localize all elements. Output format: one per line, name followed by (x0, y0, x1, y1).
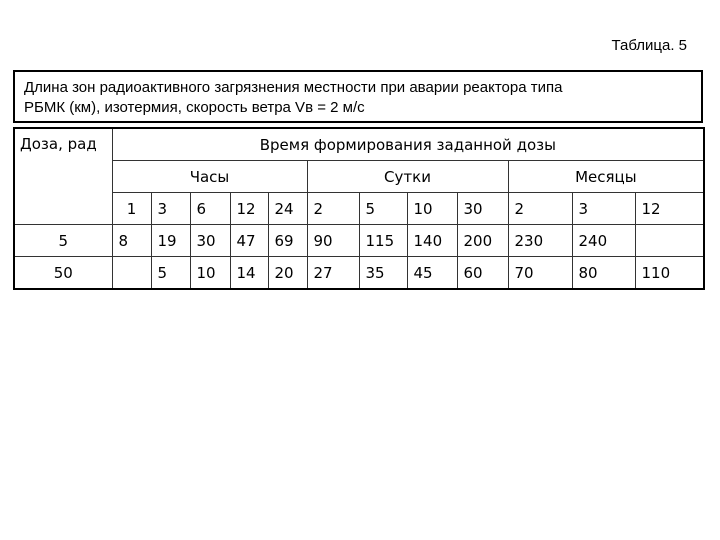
group-months: Месяцы (508, 161, 704, 193)
table-row (14, 257, 704, 290)
group-days: Сутки (307, 161, 508, 193)
table-cell: 115 (359, 225, 407, 257)
table-cell (112, 257, 151, 290)
column-header: 5 (359, 193, 407, 225)
table-cell: 14 (230, 257, 268, 290)
table-row (14, 225, 704, 257)
table-cell: 69 (268, 225, 307, 257)
caption-line-2: РБМК (км), изотермия, скорость ветра Vв = 2 м/с (24, 99, 365, 116)
table-cell: 35 (359, 257, 407, 290)
column-header: 30 (457, 193, 508, 225)
table-cell: 8 (112, 225, 151, 257)
table-cell: 70 (508, 257, 572, 290)
header-row-columns (14, 193, 704, 225)
column-header: 10 (407, 193, 457, 225)
table-cell: 10 (190, 257, 230, 290)
table-cell: 80 (572, 257, 635, 290)
dose-header: Доза, рад (14, 128, 112, 225)
table-caption (13, 70, 703, 123)
table-cell: 230 (508, 225, 572, 257)
column-header: 3 (572, 193, 635, 225)
radiation-zone-table (13, 127, 705, 290)
column-header: 1 (112, 193, 151, 225)
table-cell: 5 (151, 257, 190, 290)
column-header: 2 (307, 193, 359, 225)
dose-value: 50 (14, 257, 112, 290)
column-header: 12 (230, 193, 268, 225)
time-header: Время формирования заданной дозы (112, 128, 704, 161)
table-cell: 200 (457, 225, 508, 257)
table-cell: 30 (190, 225, 230, 257)
table-cell: 90 (307, 225, 359, 257)
table-cell: 47 (230, 225, 268, 257)
column-header: 12 (635, 193, 704, 225)
dose-value: 5 (14, 225, 112, 257)
group-hours: Часы (112, 161, 307, 193)
table-cell: 110 (635, 257, 704, 290)
header-row-groups (14, 161, 704, 193)
table-cell: 60 (457, 257, 508, 290)
table-cell: 27 (307, 257, 359, 290)
table-number-label: Таблица. 5 (611, 37, 687, 54)
column-header: 24 (268, 193, 307, 225)
column-header: 2 (508, 193, 572, 225)
table-cell: 45 (407, 257, 457, 290)
table-cell (635, 225, 704, 257)
table-cell: 20 (268, 257, 307, 290)
column-header: 6 (190, 193, 230, 225)
table-cell: 240 (572, 225, 635, 257)
header-row-time (14, 128, 704, 161)
table-cell: 140 (407, 225, 457, 257)
caption-line-1: Длина зон радиоактивного загрязнения местности при аварии реактора типа (24, 79, 563, 96)
column-header: 3 (151, 193, 190, 225)
table-cell: 19 (151, 225, 190, 257)
